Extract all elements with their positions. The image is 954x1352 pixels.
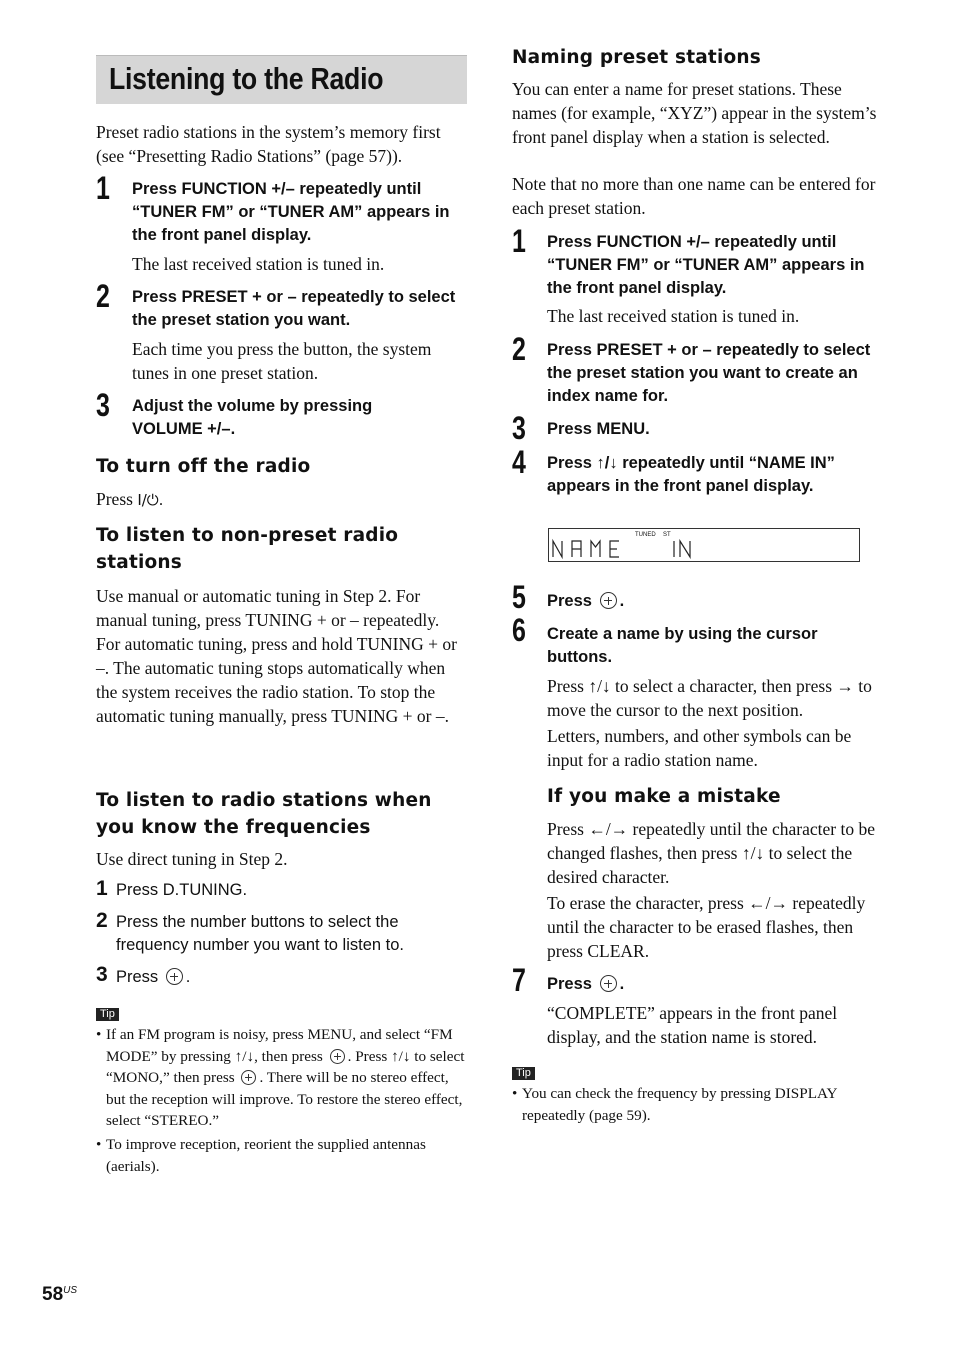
step-title: Press PRESET + or – repeatedly to select the preset station you want. — [132, 288, 456, 329]
step-number: 1 — [96, 170, 110, 206]
step-number: 2 — [512, 331, 526, 367]
step-number: 1 — [512, 223, 526, 259]
step-number: 4 — [512, 444, 526, 480]
step-title: Adjust the volume by pressing VOLUME +/–. — [132, 397, 373, 438]
tip-bullet-2: • To improve reception, reorient the supplied antennas (aerials). — [96, 1136, 426, 1175]
power-icon: I/⏻. — [137, 491, 164, 509]
substep-text: Press . — [116, 968, 191, 986]
enter-button-icon — [600, 975, 617, 992]
substep-number: 3 — [96, 963, 108, 986]
step-title: Press PRESET + or – repeatedly to select the preset station you want to create an index name for. — [547, 341, 871, 405]
non-preset-body: Use manual or automatic tuning in Step 2. For manual tuning, press TUNING + or – repeatedly. For automatic tuning, press and hold TUNING + or –. The automatic tuning stops automatically when the system receives the radio station. To stop the automatic tuning manually, press TUNING + or –. — [96, 586, 457, 726]
lcd-tuned-indicator: TUNED — [635, 532, 656, 538]
step-description: Press ↑/↓ to select a character, then press → to move the cursor to the next position. — [547, 676, 872, 720]
step-number: 3 — [512, 410, 526, 446]
step-number: 3 — [96, 387, 110, 423]
enter-button-icon — [600, 592, 617, 609]
step-title: Press FUNCTION +/– repeatedly until “TUNER FM” or “TUNER AM” appears in the front panel display. — [132, 180, 450, 244]
lcd-stereo-indicator: ST — [663, 532, 671, 538]
step-title: Press ↑/↓ repeatedly until “NAME IN” appears in the front panel display. — [547, 454, 835, 495]
tip-badge: Tip — [512, 1067, 535, 1080]
page-title-bar — [96, 55, 467, 104]
step-number: 5 — [512, 579, 526, 615]
frequencies-body: Use direct tuning in Step 2. — [96, 849, 288, 869]
step-number: 7 — [512, 962, 526, 998]
substep-number: 1 — [96, 877, 108, 900]
substep-text: Press D.TUNING. — [116, 881, 248, 899]
section-heading: If you make a mistake — [547, 786, 781, 807]
step-description: Each time you press the button, the system tunes in one preset station. — [132, 339, 432, 383]
page-number: $58^{US}$ — [42, 1284, 78, 1305]
press-label: Press — [96, 489, 133, 509]
step-title: Press . — [547, 592, 625, 610]
step-description: The last received station is tuned in. — [547, 306, 800, 326]
section-heading: Naming preset stations — [512, 47, 762, 68]
tip-bullet-1: • If an FM program is noisy, press MENU, and select “FM MODE” by pressing ↑/↓, then press . Press ↑/↓ to select “MONO,” then press . There will be no stereo effect, but the reception will improve. To restore the stereo effect, select “STEREO.” — [96, 1026, 465, 1129]
enter-button-icon — [330, 1049, 345, 1064]
lcd-segments — [549, 529, 859, 561]
substep-text: Press the number buttons to select the frequency number you want to listen to. — [116, 913, 404, 954]
step-description: “COMPLETE” appears in the front panel display, and the station name is stored. — [547, 1003, 838, 1047]
naming-intro: You can enter a name for preset stations. These names (for example, “XYZ”) appear in the system’s front panel display when a station is selected. — [512, 79, 877, 147]
step-title: Press FUNCTION +/– repeatedly until “TUNER FM” or “TUNER AM” appears in the front panel display. — [547, 233, 865, 297]
enter-button-icon — [241, 1070, 256, 1085]
step-title: Create a name by using the cursor buttons. — [547, 625, 818, 666]
tip-badge: Tip — [96, 1008, 119, 1021]
naming-note: Note that no more than one name can be entered for each preset station. — [512, 174, 876, 218]
front-panel-display — [548, 528, 860, 562]
enter-button-icon — [166, 968, 183, 985]
section-heading: To listen to radio stations when you know the frequencies — [96, 790, 432, 838]
step-title: Press MENU. — [547, 420, 650, 438]
substep-number: 2 — [96, 909, 108, 932]
turn-off-text — [96, 487, 163, 512]
page-title: Listening to the Radio — [109, 61, 384, 96]
section-heading: To listen to non-preset radio stations — [96, 525, 399, 573]
step-number: 2 — [96, 278, 110, 314]
tip-bullet-1: • You can check the frequency by pressing DISPLAY repeatedly (page 59). — [512, 1085, 837, 1124]
mistake-paragraph: To erase the character, press ←/→ repeatedly until the character to be erased flashes, then press CLEAR. — [547, 893, 866, 961]
step-description: Letters, numbers, and other symbols can be input for a radio station name. — [547, 726, 852, 770]
intro-paragraph: Preset radio stations in the system’s memory first (see “Presetting Radio Stations” (page 57)). — [96, 122, 441, 166]
mistake-paragraph: Press ←/→ repeatedly until the character to be changed flashes, then press ↑/↓ to select the desired character. — [547, 819, 876, 887]
step-title: Press . — [547, 975, 625, 993]
step-number: 6 — [512, 612, 526, 648]
step-description: The last received station is tuned in. — [132, 254, 385, 274]
section-heading: To turn off the radio — [96, 456, 311, 477]
